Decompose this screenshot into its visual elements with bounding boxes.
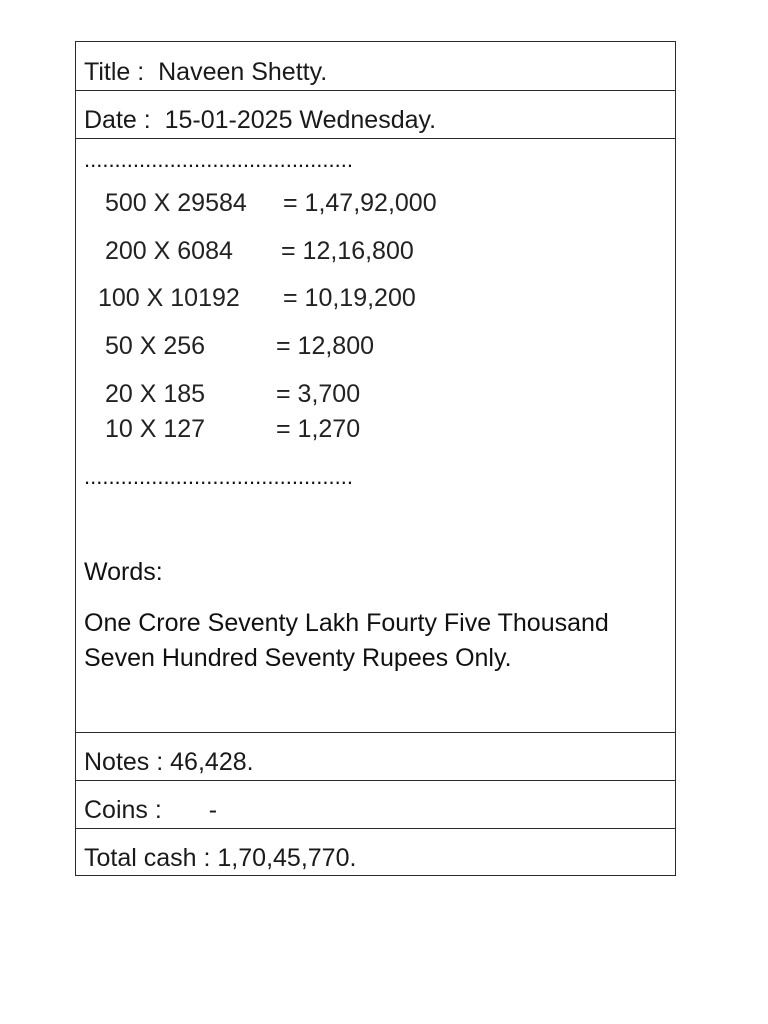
title-row <box>76 42 675 91</box>
notes-row <box>76 733 675 781</box>
denomination-quantity: 200 X 6084 <box>105 237 233 265</box>
denomination-amount: = 10,19,200 <box>283 284 416 312</box>
denomination-quantity: 10 X 127 <box>105 415 206 443</box>
date-row <box>76 91 675 139</box>
notes-value: 46,428. <box>170 748 254 776</box>
coins-label: Coins : <box>84 796 162 824</box>
denomination-amount: = 1,47,92,000 <box>283 189 437 217</box>
notes-label: Notes : <box>84 748 164 776</box>
date-label: Date : <box>84 106 151 134</box>
dotted-separator-bottom: ............................................ <box>84 464 353 489</box>
amount-in-words: One Crore Seventy Lakh Fourty Five Thousand Seven Hundred Seventy Rupees Only. <box>84 609 609 672</box>
title-value: Naveen Shetty. <box>158 58 328 86</box>
total-row <box>76 829 675 875</box>
denomination-amount: = 1,270 <box>276 415 361 443</box>
total-label: Total cash : <box>84 844 211 872</box>
total-value: 1,70,45,770. <box>217 844 357 872</box>
words-label: Words: <box>84 558 163 586</box>
title-label: Title : <box>84 58 145 86</box>
denomination-section <box>76 139 675 733</box>
denomination-quantity: 500 X 29584 <box>105 189 247 217</box>
denomination-quantity: 20 X 185 <box>105 380 206 408</box>
denomination-quantity: 50 X 256 <box>105 332 206 360</box>
coins-value: - <box>208 796 218 824</box>
cash-summary-sheet <box>75 41 676 876</box>
denomination-amount: = 12,16,800 <box>281 237 414 265</box>
date-value: 15-01-2025 Wednesday. <box>164 106 437 134</box>
coins-row <box>76 781 675 829</box>
dotted-separator-top: ............................................ <box>84 147 353 172</box>
denomination-amount: = 12,800 <box>276 332 375 360</box>
denomination-amount: = 3,700 <box>276 380 361 408</box>
denomination-quantity: 100 X 10192 <box>98 284 240 312</box>
